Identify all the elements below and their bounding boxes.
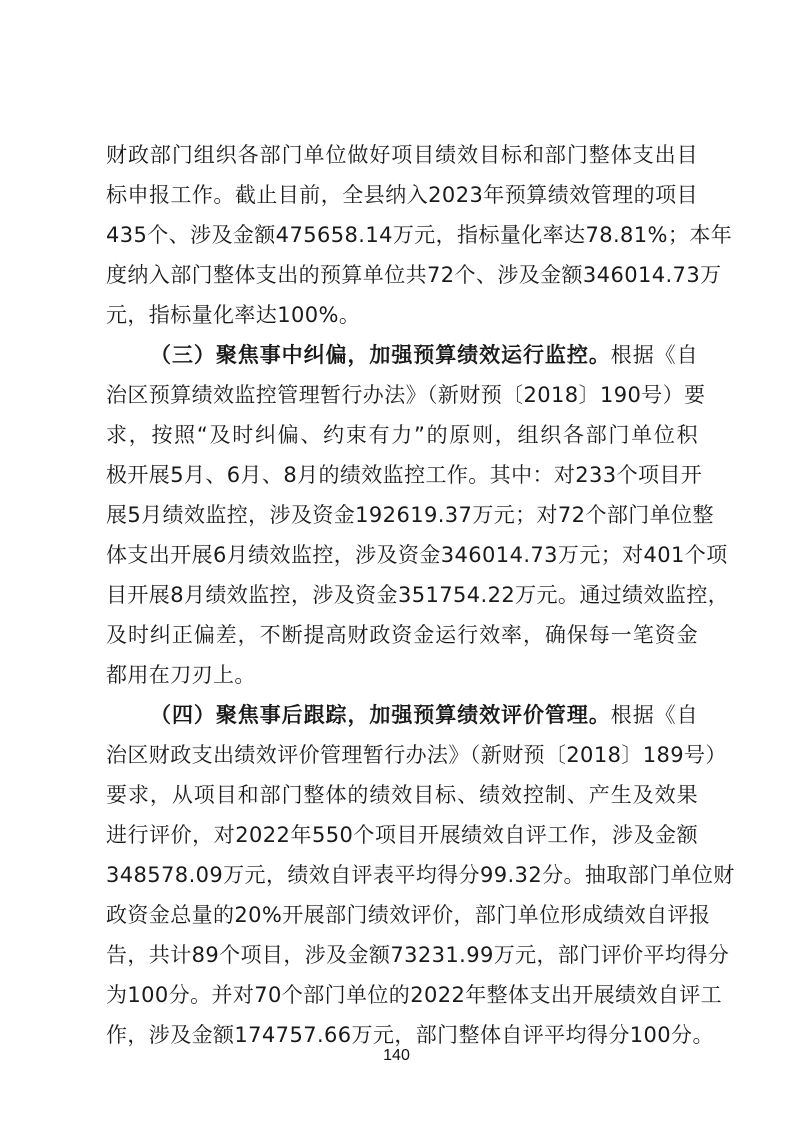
page-number: 140 (383, 1047, 410, 1064)
paragraph-3-line-8: 为100分。并对70个部门单位的2022年整体支出开展绩效自评工 (106, 983, 723, 1007)
paragraph-3-line-9: 作，涉及金额174757.66万元，部门整体自评平均得分100分。 (106, 1023, 714, 1047)
paragraph-1-line-3: 435个、涉及金额475658.14万元，指标量化率达78.81%；本年 (106, 223, 733, 247)
section-3-heading: （三）聚焦事中纠偏，加强预算绩效运行监控。 (150, 343, 611, 367)
paragraph-2-line-4: 极开展5月、6月、8月的绩效监控工作。其中：对233个项目开 (106, 463, 703, 487)
paragraph-2-first-line-text: 根据《自 (610, 343, 698, 367)
paragraph-1-line-5: 元，指标量化率达100%。 (106, 303, 361, 327)
paragraph-3-first-line-text: 根据《自 (610, 703, 698, 727)
paragraph-3-line-6: 政资金总量的20%开展部门绩效评价，部门单位形成绩效自评报 (106, 903, 711, 927)
paragraph-3-line-4: 进行评价，对2022年550个项目开展绩效自评工作，涉及金额 (106, 823, 698, 847)
paragraph-2-line-8: 及时纠正偏差，不断提高财政资金运行效率，确保每一笔资金 (106, 623, 698, 647)
paragraph-3-line-3: 要求，从项目和部门整体的绩效目标、绩效控制、产生及效果 (106, 783, 698, 807)
paragraph-2-first-line (106, 335, 698, 375)
body-text (106, 135, 735, 1055)
paragraph-2-line-5: 展5月绩效监控，涉及资金192619.37万元；对72个部门单位整 (106, 503, 714, 527)
paragraph-3-line-7: 告，共计89个项目，涉及金额73231.99万元，部门评价平均得分 (106, 943, 730, 967)
paragraph-3-line-5: 348578.09万元，绩效自评表平均得分99.32分。抽取部门单位财 (106, 863, 735, 887)
paragraph-2-line-9: 都用在刀刃上。 (106, 663, 256, 687)
section-4-heading: （四）聚焦事后跟踪，加强预算绩效评价管理。 (150, 703, 611, 727)
paragraph-1-line-2: 标申报工作。截止目前，全县纳入2023年预算绩效管理的项目 (106, 183, 698, 207)
paragraph-2-line-6: 体支出开展6月绩效监控，涉及资金346014.73万元；对401个项 (106, 543, 728, 567)
paragraph-2-line-2: 治区预算绩效监控管理暂行办法》（新财预〔2018〕190号）要 (106, 383, 706, 407)
paragraph-2-line-7: 目开展8月绩效监控，涉及资金351754.22万元。通过绩效监控， (106, 583, 730, 607)
paragraph-1-line-4: 度纳入部门整体支出的预算单位共72个、涉及金额346014.73万 (106, 263, 722, 287)
paragraph-3-first-line (106, 695, 698, 735)
paragraph-3-line-2: 治区财政支出绩效评价管理暂行办法》（新财预〔2018〕189号） (106, 743, 727, 767)
paragraph-1-line-1: 财政部门组织各部门单位做好项目绩效目标和部门整体支出目 (106, 143, 698, 167)
paragraph-2-line-3: 求，按照“及时纠偏、约束有力”的原则，组织各部门单位积 (106, 423, 698, 447)
